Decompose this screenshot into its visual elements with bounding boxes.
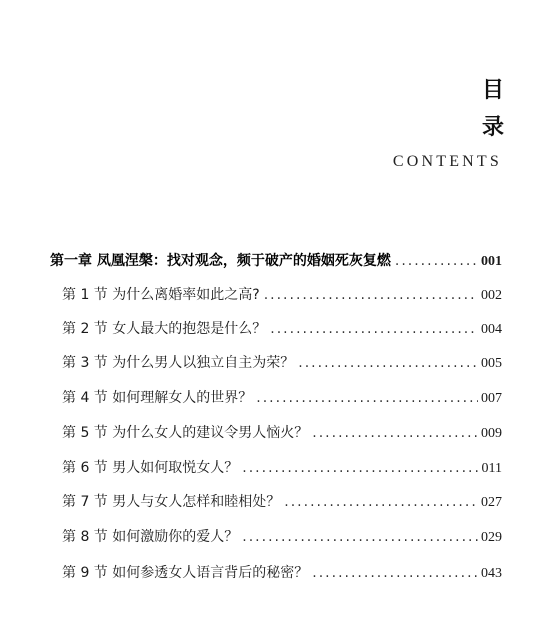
dot-leader: [298, 355, 478, 371]
toc-section-9[interactable]: [62, 562, 502, 582]
toc-section-label: 第 5 节 为什么女人的建议令男人恼火？: [62, 425, 309, 441]
dot-leader: [242, 460, 478, 476]
toc-page-number: 001: [481, 254, 502, 269]
toc-chapter-1[interactable]: [50, 250, 502, 270]
toc-page-number: 005: [481, 356, 502, 371]
toc-section-3[interactable]: [62, 352, 502, 372]
toc-page-number: 011: [481, 461, 502, 476]
dot-leader: [284, 494, 478, 510]
toc-section-1[interactable]: [62, 284, 502, 304]
toc-section-label: 第 2 节 女人最大的抱怨是什么？: [62, 321, 267, 337]
toc-chapter-label: 第一章 凤凰涅槃：找对观念，频于破产的婚姻死灰复燃: [50, 253, 391, 269]
dot-leader: [264, 287, 478, 303]
toc-page-number: 007: [481, 391, 502, 406]
toc-section-8[interactable]: [62, 526, 502, 546]
contents-subtitle: CONTENTS: [392, 153, 502, 170]
toc-section-7[interactable]: [62, 491, 502, 511]
toc-section-label: 第 6 节 男人如何取悦女人？: [62, 460, 239, 476]
toc-section-4[interactable]: [62, 387, 502, 407]
toc-page-number: 002: [481, 288, 502, 303]
dot-leader: [312, 565, 478, 581]
dot-leader: [270, 321, 478, 337]
dot-leader: [395, 253, 478, 269]
dot-leader: [256, 390, 478, 406]
page-title-char-1: 目: [481, 78, 504, 103]
toc-section-5[interactable]: [62, 422, 502, 442]
toc-page-number: 027: [481, 495, 502, 510]
toc-page-number: 043: [481, 566, 502, 581]
toc-section-label: 第 8 节 如何激励你的爱人？: [62, 529, 239, 545]
toc-section-label: 第 1 节 为什么离婚率如此之高?: [62, 287, 260, 303]
toc-section-2[interactable]: [62, 318, 502, 338]
toc-section-label: 第 9 节 如何参透女人语言背后的秘密？: [62, 565, 309, 581]
toc-page-number: 009: [481, 426, 502, 441]
toc-page-number: 029: [481, 530, 502, 545]
toc-section-label: 第 4 节 如何理解女人的世界？: [62, 390, 253, 406]
dot-leader: [242, 529, 478, 545]
toc-section-label: 第 7 节 男人与女人怎样和睦相处？: [62, 494, 281, 510]
toc-page-number: 004: [481, 322, 502, 337]
toc-section-6[interactable]: [62, 457, 502, 477]
page-title-char-2: 录: [481, 115, 504, 140]
dot-leader: [312, 425, 478, 441]
toc-section-label: 第 3 节 为什么男人以独立自主为荣？: [62, 355, 295, 371]
